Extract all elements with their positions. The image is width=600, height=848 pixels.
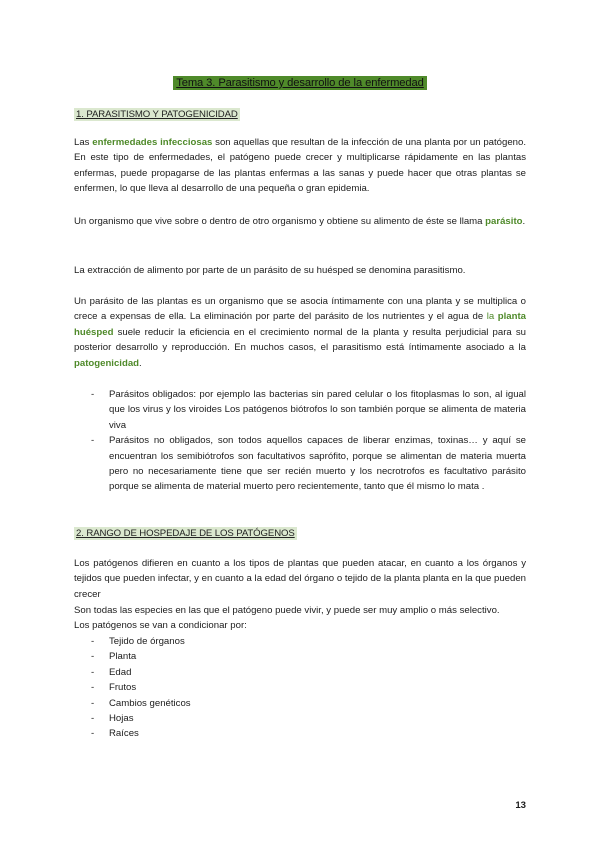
section2-heading: 2. RANGO DE HOSPEDAJE DE LOS PATÓGENOS: [76, 528, 295, 539]
section2-paragraph-2: Son todas las especies en las que el patógeno puede vivir, y puede ser muy amplio o más selectivo.: [74, 605, 500, 616]
section2-paragraph-1: Los patógenos difieren en cuanto a los tipos de plantas que pueden atacar, en cuanto a los órganos y tejidos que pueden infectar, y en cuanto a la edad del órgano o tejido de la planta planta en la que pueden crecer: [74, 558, 526, 600]
list-item: - Frutos: [91, 682, 137, 694]
page-number: 13: [515, 800, 526, 811]
parasite-types-list: [74, 387, 526, 495]
section2-paragraph-3: Los patógenos se van a condicionar por:: [74, 620, 247, 631]
conditions-list: [74, 634, 191, 742]
section1-heading: 1. PARASITISMO Y PATOGENICIDAD: [76, 109, 238, 120]
document-title: Tema 3. Parasitismo y desarrollo de la enfermedad: [173, 76, 427, 90]
list-item: - Cambios genéticos: [91, 697, 191, 709]
term-planta-huesped: planta huésped: [74, 311, 526, 338]
list-item: - Raíces: [91, 728, 139, 740]
list-item: - Edad: [91, 666, 132, 678]
term-enfermedades-infecciosas: enfermedades infecciosas: [92, 137, 213, 148]
list-item: - Hojas: [91, 713, 134, 725]
list-item: - Parásitos obligados: por ejemplo las bacterias sin pared celular o los fitoplasmas lo son, al igual que los virus y los viroides Los patógenos biótrofos lo son también porque se alimenta de materia viva: [91, 389, 526, 431]
section1-paragraph-4: Un parásito de las plantas es un organismo que se asocia íntimamente con una planta y se multiplica o crece a expensas de ella. La eliminación por parte del parásito de los nutrientes y el agua de la planta huésped suele reducir la eficiencia en el crecimiento normal de la planta y resulta perjudicial para su posterior desarrollo y reproducción. En muchos casos, el parasitismo está íntimamente asociado a la patogenicidad.: [74, 296, 526, 369]
section1-paragraph-1: Las enfermedades infecciosas son aquellas que resultan de la infección de una planta por un patógeno. En este tipo de enfermedades, el patógeno puede crecer y multiplicarse rápidamente en las plantas enfermas, puede propagarse de las plantas enfermas a las sanas y puede hacer que otras plantas se enfermen, lo que lleva al desarrollo de una pequeña o gran epidemia.: [74, 137, 527, 195]
title-wrap: [0, 73, 600, 91]
list-item: - Parásitos no obligados, son todos aquellos capaces de liberar enzimas, toxinas… y aquí se encuentran los semibiótrofos son facultativos saprófito, porque se alimentan de materia muerta pero no necesariamente tiene que ser recién muerto y los necrotrofos es facultativo parásito porque se alimenta de material muerto pero recientemente, tanto que él mismo lo mata .: [91, 435, 526, 493]
list-item: - Tejido de órganos: [91, 636, 185, 647]
term-patogenicidad: patogenicidad: [74, 357, 140, 369]
section1-paragraph-3: La extracción de alimento por parte de un parásito de su huésped se denomina parasitismo.: [74, 265, 466, 276]
section1-paragraph-2: Un organismo que vive sobre o dentro de otro organismo y obtiene su alimento de éste se llama parásito.: [74, 216, 526, 227]
list-item: - Planta: [91, 651, 137, 663]
term-parasito: parásito: [485, 216, 523, 227]
